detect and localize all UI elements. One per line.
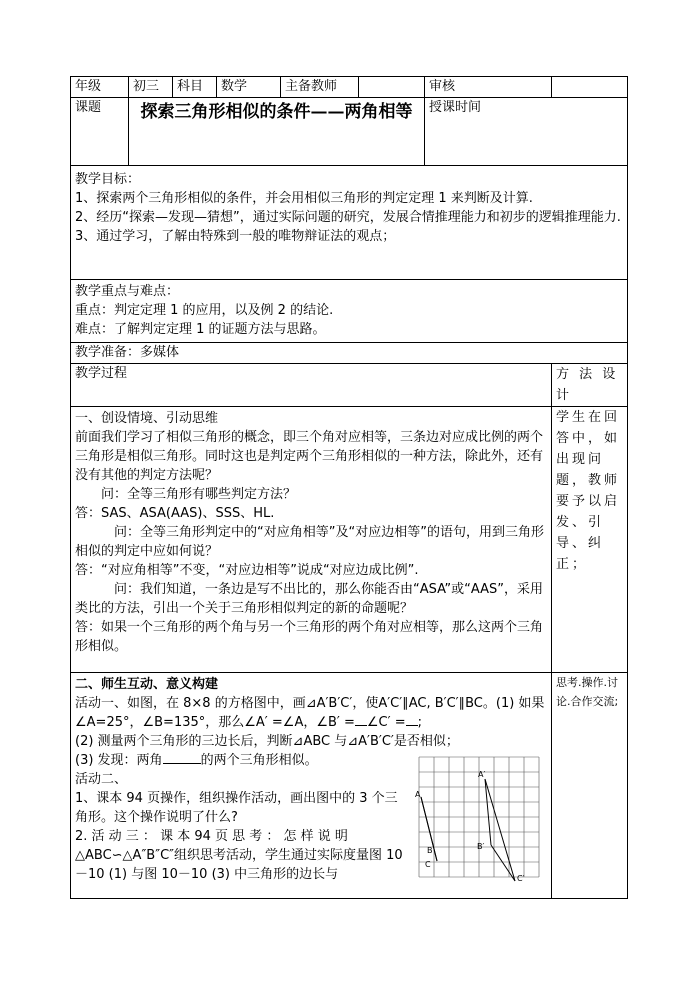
- figure-side-text: [75, 751, 409, 884]
- prep-row: [71, 343, 628, 364]
- question: 问：全等三角形判定中的“对应角相等”及“对应边相等”的语句，用到三角形相似的判定中应如何说？: [75, 525, 544, 559]
- lesson-plan-table: [70, 76, 628, 899]
- goal-item: 3、通过学习，了解由特殊到一般的唯物辩证法的观点；: [75, 229, 396, 244]
- activity3-text: 2. 活 动 三 ： 课 本 94 页 思 考 ： 怎 样 说 明 △ABC∽△A″B″C″组织思考活动，学生通过实际度量图 10－10 (1) 与图 10－10 (3) 中三角形的边长与: [75, 829, 403, 882]
- topic-row: [71, 98, 628, 166]
- triangle-a1b1c1-side-b1c1: [491, 845, 515, 881]
- process-label: 教学过程: [71, 364, 552, 407]
- goals-row: [71, 166, 628, 280]
- section1-row: [71, 407, 628, 673]
- difficult-point: 难点：了解判定定理 1 的证题方法与思路。: [75, 322, 326, 337]
- angle-c-blank: [406, 713, 418, 726]
- triangle-abc-side-ac: [421, 797, 435, 853]
- activity2-text: 1、课本 94 页操作，组织操作活动，画出图中的 3 个三角形。这个操作说明了什么?: [75, 791, 398, 825]
- label-b: B: [427, 846, 433, 855]
- label-b-prime: B′: [477, 842, 485, 851]
- label-c: C: [425, 860, 431, 869]
- method-note-1: 学生在回答中，如出现问题，教师要予以启发、引导、纠正；: [552, 407, 628, 673]
- triangle-abc-side-bc: [435, 853, 437, 861]
- time-label: 授课时间: [425, 98, 628, 166]
- review-label: 审核: [425, 77, 552, 98]
- activity1-main: 活动一、如图，在 8×8 的方格图中，画⊿A′B′C′，使A′C′∥AC, B′C′∥BC。(1) 如果∠A=25°，∠B=135°，那么∠A′ =∠A，∠B′ =: [75, 696, 545, 730]
- section2-title: 二、师生互动、意义构建: [75, 677, 219, 692]
- answer: 答：SAS、ASA(AAS)、SSS、HL.: [75, 506, 275, 521]
- method-label: 方 法 设 计: [552, 364, 628, 407]
- activity1-end: ;: [417, 715, 422, 730]
- discover-blank: [163, 751, 201, 764]
- key-point: 重点：判定定理 1 的应用，以及例 2 的结论.: [75, 303, 334, 318]
- activity2-heading: 活动二、: [75, 772, 128, 787]
- discover-suffix: 的两个三角形相似。: [200, 753, 318, 768]
- angle-b-blank: [355, 713, 367, 726]
- label-c-prime: C′: [517, 874, 525, 883]
- activity1-text: [75, 694, 547, 732]
- teaching-prep: 教学准备：多媒体: [71, 343, 628, 364]
- topic-title: 探索三角形相似的条件——两角相等: [129, 98, 425, 166]
- subject-label: 科目: [173, 77, 217, 98]
- grade-value: 初三: [129, 77, 173, 98]
- section1-title: 一、创设情境、引动思维: [75, 411, 219, 426]
- topic-label: 课题: [71, 98, 129, 166]
- goal-item: 1、探索两个三角形相似的条件，并会用相似三角形的判定定理 1 来判断及计算.: [75, 191, 533, 206]
- teacher-label: 主备教师: [281, 77, 359, 98]
- keypoints-row: [71, 280, 628, 343]
- goal-item: 2、经历“探索—发现—猜想”，通过实际问题的研究，发展合情推理能力和初步的逻辑推理能力.: [75, 210, 621, 225]
- activity1-mid: ∠C′ =: [366, 715, 406, 730]
- label-a-prime: A′: [478, 770, 486, 779]
- goals-heading: 教学目标：: [75, 172, 141, 187]
- section2-row: [71, 673, 628, 899]
- grid-figure: [415, 753, 543, 883]
- question: 问：全等三角形有哪些判定方法？: [101, 487, 297, 502]
- header-row: [71, 77, 628, 98]
- grade-label: 年级: [71, 77, 129, 98]
- question: 问：我们知道，一条边是写不出比的，那么你能否由“ASA”或“AAS”，采用类比的方法，引出一个关于三角形相似判定的新的命题呢？: [75, 582, 544, 616]
- lesson-plan-sheet: [70, 76, 627, 899]
- review-value: [552, 77, 628, 98]
- activity1-measure: (2) 测量两个三角形的三边长后，判断⊿ABC 与⊿A′B′C′是否相似；: [75, 734, 459, 749]
- answer: 答：“对应角相等”不变，“对应边相等”说成“对应边成比例”.: [75, 563, 419, 578]
- section1-text: 前面我们学习了相似三角形的概念，即三个角对应相等，三条边对应成比例的两个三角形是相似三角形。同时这也是判定两个三角形相似的一种方法，除此外，还有没有其他的判定方法呢？: [75, 430, 544, 483]
- teacher-value: [359, 77, 425, 98]
- discover-prefix: (3) 发现：两角: [75, 753, 163, 768]
- grid-diagram: [415, 753, 543, 883]
- answer: 答：如果一个三角形的两个角与另一个三角形的两个角对应相等，那么这两个三角形相似。: [75, 620, 544, 654]
- keypoints-heading: 教学重点与难点：: [75, 284, 180, 299]
- method-note-2: 思考.操作.讨论.合作交流;: [552, 673, 628, 899]
- subject-value: 数学: [217, 77, 281, 98]
- label-a: A: [415, 790, 421, 799]
- process-header-row: [71, 364, 628, 407]
- activity1-discover: [75, 751, 409, 770]
